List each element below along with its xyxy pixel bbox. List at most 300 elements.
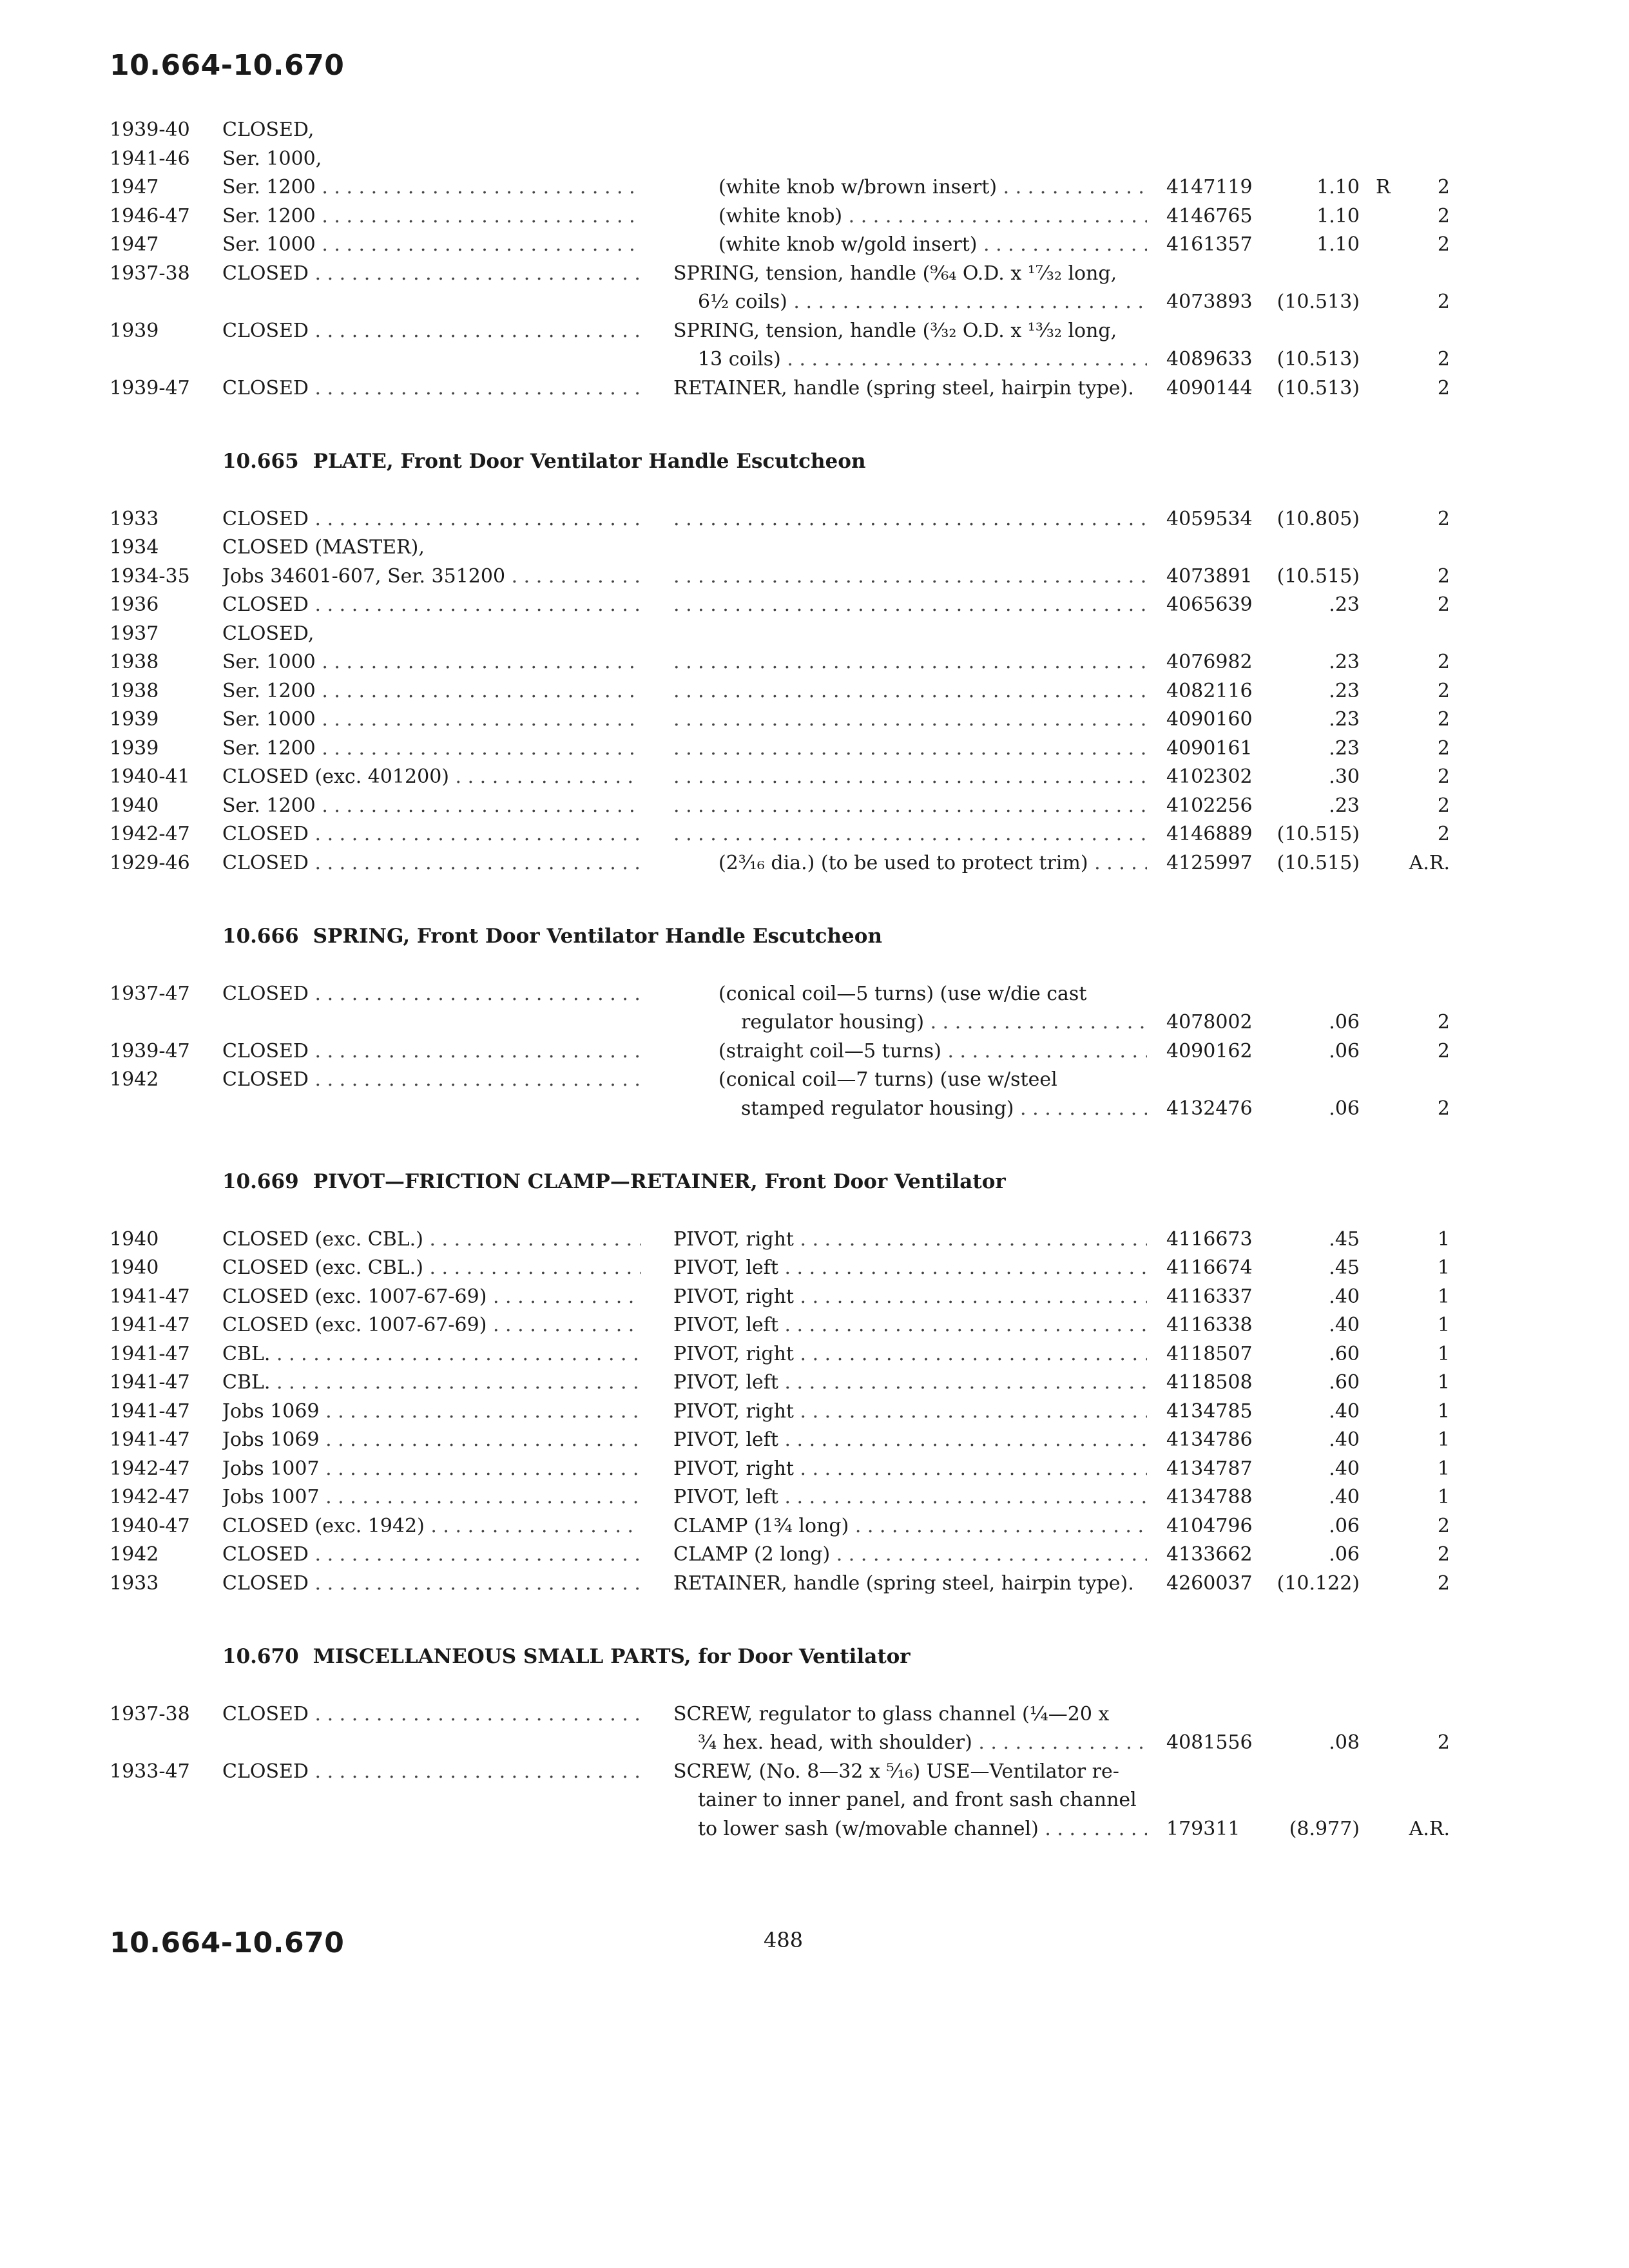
model-cell: CLOSED (MASTER),	[222, 536, 425, 559]
price-cell: (8.977)	[1289, 1817, 1360, 1840]
model-cell: CLOSED . . .	[222, 1700, 641, 1729]
part-number-cell: 4102256	[1166, 794, 1253, 817]
table-row	[0, 735, 1629, 764]
price-cell: .40	[1329, 1428, 1360, 1451]
year-cell: 1938	[110, 651, 159, 673]
part-number-cell: 4118508	[1166, 1371, 1253, 1394]
row-line	[0, 849, 1629, 878]
model-cell: CLOSED,	[222, 119, 314, 141]
description-cell: SCREW, regulator to glass channel (¼—20 x	[673, 1702, 1110, 1725]
description-cell: (white knob w/gold insert) . . .	[718, 231, 1147, 259]
price-cell: (10.515)	[1277, 851, 1360, 874]
description-cell: PIVOT, left . . .	[673, 1311, 1147, 1340]
year-cell: 1934	[110, 536, 159, 559]
quantity-cell: 1	[1437, 1371, 1450, 1394]
year-cell: 1941-46	[110, 147, 190, 170]
section-heading	[222, 922, 882, 950]
part-number-cell: 4104796	[1166, 1514, 1253, 1537]
model-cell: Ser. 1200 . . .	[222, 173, 641, 202]
year-cell: 1933	[110, 507, 159, 530]
row-line	[0, 980, 1629, 1008]
price-cell: .08	[1329, 1731, 1360, 1754]
price-cell: (10.122)	[1277, 1571, 1360, 1595]
table-row	[0, 374, 1629, 403]
row-line	[0, 288, 1629, 316]
description-cell: (white knob) . . .	[718, 202, 1147, 231]
description-cell: PIVOT, right . . .	[673, 1283, 1147, 1311]
row-line	[0, 1254, 1629, 1282]
year-cell: 1940-41	[110, 765, 190, 788]
description-cell: SPRING, tension, handle (³⁄₃₂ O.D. x ¹³⁄₃₂ long,	[673, 319, 1117, 342]
part-number-cell: 4089633	[1166, 348, 1253, 370]
part-number-cell: 4076982	[1166, 651, 1253, 673]
quantity-cell: 2	[1437, 204, 1450, 227]
quantity-cell: 2	[1437, 823, 1450, 845]
price-cell: .06	[1329, 1011, 1360, 1033]
table-row	[0, 1426, 1629, 1455]
quantity-cell: 1	[1437, 1342, 1450, 1365]
row-line	[0, 317, 1629, 345]
model-cell: CLOSED . . .	[222, 820, 641, 849]
year-cell: 1940	[110, 794, 159, 817]
year-cell: 1937-38	[110, 1702, 190, 1725]
part-number-cell: 4133662	[1166, 1543, 1253, 1566]
table-row	[0, 1570, 1629, 1599]
price-cell: .06	[1329, 1514, 1360, 1537]
quantity-cell: 1	[1437, 1486, 1450, 1508]
row-line	[0, 1512, 1629, 1541]
quantity-cell: 2	[1437, 291, 1450, 313]
row-line	[0, 374, 1629, 403]
row-line	[0, 1483, 1629, 1512]
description-cell: (2³⁄₁₆ dia.) (to be used to protect trim) . . .	[718, 849, 1147, 878]
year-cell: 1942-47	[110, 1486, 190, 1508]
quantity-cell: 1	[1437, 1227, 1450, 1251]
section-title: SPRING, Front Door Ventilator Handle Escutcheon	[313, 925, 882, 948]
price-cell: .40	[1329, 1314, 1360, 1336]
table-row	[0, 820, 1629, 849]
model-cell: Jobs 1007 . . .	[222, 1483, 641, 1512]
part-number-cell: 4134785	[1166, 1399, 1253, 1423]
quantity-cell: 2	[1437, 593, 1450, 616]
price-cell: .23	[1329, 736, 1360, 760]
description-cell	[673, 677, 1147, 706]
model-cell: CLOSED (exc. 1007-67-69) . . .	[222, 1311, 641, 1340]
model-cell: CBL. . . .	[222, 1369, 641, 1397]
year-cell: 1937	[110, 622, 159, 645]
model-cell: CLOSED . . .	[222, 1570, 641, 1598]
description-cell: (conical coil—5 turns) (use w/die cast	[718, 982, 1087, 1005]
model-cell: CBL. . . .	[222, 1340, 641, 1369]
year-cell: 1942	[110, 1068, 159, 1091]
table-row	[0, 1512, 1629, 1541]
quantity-cell: 1	[1437, 1399, 1450, 1423]
row-line	[0, 1815, 1629, 1843]
table-row	[0, 620, 1629, 649]
row-line	[0, 1398, 1629, 1426]
model-cell: Ser. 1200 . . .	[222, 792, 641, 820]
row-line	[0, 820, 1629, 849]
quantity-cell: 2	[1437, 679, 1450, 702]
part-number-cell: 4118507	[1166, 1342, 1253, 1365]
table-row	[0, 1254, 1629, 1283]
table-row	[0, 1037, 1629, 1066]
description-cell: regulator housing) . . .	[741, 1008, 1147, 1037]
quantity-cell: 2	[1437, 376, 1450, 399]
table-row	[0, 562, 1629, 591]
row-line	[0, 648, 1629, 677]
row-line	[0, 620, 1629, 648]
description-cell: SPRING, tension, handle (⁹⁄₆₄ O.D. x ¹⁷⁄₃₂ long,	[673, 262, 1117, 285]
table-row	[0, 677, 1629, 706]
year-cell: 1940	[110, 1227, 159, 1251]
table-row	[0, 1283, 1629, 1312]
quantity-cell: 2	[1437, 794, 1450, 817]
part-number-cell: 4116337	[1166, 1285, 1253, 1308]
table-row	[0, 1369, 1629, 1398]
row-line	[0, 792, 1629, 820]
model-cell: Jobs 34601-607, Ser. 351200 . . .	[222, 562, 641, 591]
model-cell: Jobs 1069 . . .	[222, 1398, 641, 1426]
price-cell: (10.513)	[1277, 348, 1360, 370]
year-cell: 1939-47	[110, 1039, 190, 1062]
quantity-cell: 2	[1437, 564, 1450, 588]
row-line	[0, 116, 1629, 144]
table-row	[0, 1541, 1629, 1570]
part-number-cell: 4102302	[1166, 765, 1253, 788]
model-cell: CLOSED,	[222, 622, 314, 645]
price-cell: .60	[1329, 1371, 1360, 1394]
part-number-cell: 4134786	[1166, 1428, 1253, 1451]
price-cell: .23	[1329, 679, 1360, 702]
model-cell: Ser. 1200 . . .	[222, 677, 641, 706]
row-line	[0, 1225, 1629, 1254]
quantity-cell: 1	[1437, 1428, 1450, 1451]
price-cell: .60	[1329, 1342, 1360, 1365]
table-row	[0, 1700, 1629, 1758]
row-line	[0, 562, 1629, 591]
quantity-cell: 2	[1437, 765, 1450, 788]
quantity-cell: 1	[1437, 1285, 1450, 1308]
price-cell: (10.515)	[1277, 564, 1360, 588]
year-cell: 1939	[110, 708, 159, 731]
model-cell: CLOSED (exc. 1007-67-69) . . .	[222, 1283, 641, 1311]
table-row	[0, 317, 1629, 374]
row-line	[0, 1095, 1629, 1123]
table-row	[0, 1398, 1629, 1427]
quantity-cell: 2	[1437, 1039, 1450, 1062]
description-cell: (conical coil—7 turns) (use w/steel	[718, 1068, 1057, 1091]
year-cell: 1937-47	[110, 982, 190, 1005]
year-cell: 1941-47	[110, 1285, 190, 1308]
table-row	[0, 1066, 1629, 1123]
model-cell: Ser. 1000 . . .	[222, 648, 641, 677]
quantity-cell: 1	[1437, 1457, 1450, 1480]
part-number-cell: 4260037	[1166, 1571, 1253, 1595]
price-cell: .23	[1329, 794, 1360, 817]
row-line	[0, 1786, 1629, 1814]
price-cell: .45	[1329, 1227, 1360, 1251]
price-cell: .23	[1329, 651, 1360, 673]
part-number-cell: 4090162	[1166, 1039, 1253, 1062]
year-cell: 1939-40	[110, 119, 190, 141]
model-cell: CLOSED (exc. CBL.) . . .	[222, 1225, 641, 1254]
row-line	[0, 173, 1629, 202]
description-cell: PIVOT, right . . .	[673, 1340, 1147, 1369]
price-cell: .45	[1329, 1256, 1360, 1279]
model-cell: CLOSED . . .	[222, 1541, 641, 1569]
part-number-cell: 4116673	[1166, 1227, 1253, 1251]
section-number: 10.665	[222, 450, 299, 473]
row-line	[0, 763, 1629, 791]
row-line	[0, 145, 1629, 173]
page-number: 488	[764, 1928, 804, 1952]
price-cell: .30	[1329, 765, 1360, 788]
row-line	[0, 1729, 1629, 1757]
description-cell: (straight coil—5 turns) . . .	[718, 1037, 1147, 1066]
year-cell: 1946-47	[110, 204, 190, 227]
part-number-cell: 4146889	[1166, 823, 1253, 845]
row-line	[0, 202, 1629, 231]
model-cell: Ser. 1200 . . .	[222, 202, 641, 231]
year-cell: 1947	[110, 176, 159, 198]
part-number-cell: 4146765	[1166, 204, 1253, 227]
table-row	[0, 145, 1629, 174]
quantity-cell: A.R.	[1409, 1817, 1450, 1840]
year-cell: 1937-38	[110, 262, 190, 285]
price-cell: (10.805)	[1277, 507, 1360, 530]
price-cell: .40	[1329, 1285, 1360, 1308]
part-number-cell: 4090144	[1166, 376, 1253, 399]
year-cell: 1942	[110, 1543, 159, 1566]
model-cell: CLOSED . . .	[222, 374, 641, 403]
description-cell: PIVOT, left . . .	[673, 1483, 1147, 1512]
year-cell: 1939-47	[110, 376, 190, 399]
quantity-cell: 1	[1437, 1314, 1450, 1336]
price-cell: 1.10	[1316, 204, 1360, 227]
table-row	[0, 648, 1629, 677]
table-row	[0, 706, 1629, 735]
description-cell: tainer to inner panel, and front sash channel	[698, 1789, 1137, 1811]
part-number-cell: 4081556	[1166, 1731, 1253, 1754]
row-line	[0, 505, 1629, 533]
quantity-cell: A.R.	[1409, 851, 1450, 874]
model-cell: CLOSED (exc. 401200) . . .	[222, 763, 641, 791]
description-cell: RETAINER, handle (spring steel, hairpin type).	[673, 376, 1134, 399]
description-cell	[673, 820, 1147, 849]
part-number-cell: 4073893	[1166, 291, 1253, 313]
description-cell	[673, 792, 1147, 820]
description-cell	[673, 735, 1147, 763]
description-cell	[673, 591, 1147, 619]
section-number: 10.666	[222, 925, 299, 948]
table-row	[0, 173, 1629, 202]
year-cell: 1939	[110, 736, 159, 760]
model-cell: Ser. 1000 . . .	[222, 706, 641, 734]
description-cell: PIVOT, right . . .	[673, 1455, 1147, 1483]
row-line	[0, 533, 1629, 562]
price-cell: .23	[1329, 593, 1360, 616]
part-number-cell: 179311	[1166, 1817, 1240, 1840]
price-cell: (10.513)	[1277, 291, 1360, 313]
model-cell: Ser. 1200 . . .	[222, 735, 641, 763]
description-cell: 6½ coils) . . .	[698, 288, 1147, 316]
description-cell: 13 coils) . . .	[698, 345, 1147, 374]
description-cell: stamped regulator housing) . . .	[741, 1095, 1147, 1123]
section-title: MISCELLANEOUS SMALL PARTS, for Door Ventilator	[313, 1645, 911, 1668]
description-cell: PIVOT, right . . .	[673, 1398, 1147, 1426]
table-row	[0, 792, 1629, 821]
model-cell: CLOSED . . .	[222, 1037, 641, 1066]
year-cell: 1941-47	[110, 1399, 190, 1423]
price-cell: .06	[1329, 1039, 1360, 1062]
model-cell: Ser. 1000 . . .	[222, 231, 641, 259]
description-cell: (white knob w/brown insert) . . .	[718, 173, 1147, 202]
quantity-cell: 2	[1437, 348, 1450, 370]
model-cell: CLOSED . . .	[222, 1066, 641, 1094]
model-cell: Ser. 1000,	[222, 147, 322, 170]
part-number-cell: 4147119	[1166, 176, 1253, 198]
price-cell: .06	[1329, 1097, 1360, 1120]
model-cell: CLOSED (exc. 1942) . . .	[222, 1512, 641, 1541]
year-cell: 1947	[110, 233, 159, 256]
quantity-cell: 2	[1437, 651, 1450, 673]
price-cell: 1.10	[1316, 176, 1360, 198]
part-number-cell: 4059534	[1166, 507, 1253, 530]
table-row	[0, 533, 1629, 562]
price-cell: .40	[1329, 1457, 1360, 1480]
part-number-cell: 4132476	[1166, 1097, 1253, 1120]
row-line	[0, 591, 1629, 619]
quantity-cell: 2	[1437, 233, 1450, 256]
table-row	[0, 1340, 1629, 1369]
model-cell: CLOSED . . .	[222, 317, 641, 345]
description-cell: CLAMP (1¾ long) . . .	[673, 1512, 1147, 1541]
description-cell: PIVOT, left . . .	[673, 1426, 1147, 1454]
row-line	[0, 1700, 1629, 1729]
description-cell	[673, 706, 1147, 734]
row-line	[0, 345, 1629, 374]
part-number-cell: 4125997	[1166, 851, 1253, 874]
table-row	[0, 1311, 1629, 1340]
quantity-cell: 2	[1437, 1571, 1450, 1595]
description-cell: CLAMP (2 long) . . .	[673, 1541, 1147, 1569]
part-number-cell: 4161357	[1166, 233, 1253, 256]
section-heading	[222, 1642, 911, 1671]
row-line	[0, 1066, 1629, 1094]
year-cell: 1929-46	[110, 851, 190, 874]
quantity-cell: 2	[1437, 1731, 1450, 1754]
year-cell: 1942-47	[110, 1457, 190, 1480]
model-cell: Jobs 1069 . . .	[222, 1426, 641, 1454]
row-line	[0, 677, 1629, 706]
row-line	[0, 1426, 1629, 1454]
description-cell: ¾ hex. head, with shoulder) . . .	[698, 1729, 1147, 1757]
row-line	[0, 1008, 1629, 1037]
quantity-cell: 2	[1437, 1011, 1450, 1033]
table-row	[0, 1455, 1629, 1484]
description-cell: RETAINER, handle (spring steel, hairpin type).	[673, 1571, 1134, 1595]
description-cell	[673, 562, 1147, 591]
section-heading	[222, 1168, 1006, 1196]
description-cell	[673, 648, 1147, 677]
model-cell: CLOSED . . .	[222, 980, 641, 1008]
table-row	[0, 980, 1629, 1037]
year-cell: 1933	[110, 1571, 159, 1595]
quantity-cell: 2	[1437, 1097, 1450, 1120]
flag-cell: R	[1376, 176, 1391, 198]
year-cell: 1934-35	[110, 564, 190, 588]
section-number: 10.670	[222, 1645, 299, 1668]
row-line	[0, 1541, 1629, 1569]
price-cell: 1.10	[1316, 233, 1360, 256]
table-row	[0, 505, 1629, 534]
part-number-cell: 4116338	[1166, 1314, 1253, 1336]
part-number-cell: 4134788	[1166, 1486, 1253, 1508]
price-cell: (10.515)	[1277, 823, 1360, 845]
price-cell: .23	[1329, 708, 1360, 731]
year-cell: 1941-47	[110, 1371, 190, 1394]
table-row	[0, 116, 1629, 145]
table-row	[0, 1483, 1629, 1512]
table-row	[0, 1225, 1629, 1254]
part-number-cell: 4134787	[1166, 1457, 1253, 1480]
table-row	[0, 591, 1629, 620]
table-row	[0, 202, 1629, 231]
table-row	[0, 849, 1629, 878]
part-number-cell: 4073891	[1166, 564, 1253, 588]
row-line	[0, 1455, 1629, 1483]
page-header-title: 10.664-10.670	[110, 49, 345, 82]
model-cell: CLOSED . . .	[222, 1758, 641, 1786]
section-title: PIVOT—FRICTION CLAMP—RETAINER, Front Door Ventilator	[313, 1170, 1006, 1193]
row-line	[0, 1758, 1629, 1786]
price-cell: .40	[1329, 1486, 1360, 1508]
model-cell: CLOSED . . .	[222, 505, 641, 533]
description-cell: PIVOT, left . . .	[673, 1254, 1147, 1282]
description-cell	[673, 763, 1147, 791]
part-number-cell: 4116674	[1166, 1256, 1253, 1279]
price-cell: .40	[1329, 1399, 1360, 1423]
quantity-cell: 2	[1437, 507, 1450, 530]
table-row	[0, 231, 1629, 260]
price-cell: (10.513)	[1277, 376, 1360, 399]
price-cell: .06	[1329, 1543, 1360, 1566]
row-line	[0, 1311, 1629, 1340]
row-line	[0, 1369, 1629, 1397]
part-number-cell: 4065639	[1166, 593, 1253, 616]
quantity-cell: 2	[1437, 1514, 1450, 1537]
year-cell: 1941-47	[110, 1314, 190, 1336]
row-line	[0, 1570, 1629, 1598]
description-cell: to lower sash (w/movable channel) . . .	[698, 1815, 1147, 1843]
row-line	[0, 735, 1629, 763]
description-cell: SCREW, (No. 8—32 x ⁵⁄₁₆) USE—Ventilator re-	[673, 1760, 1119, 1783]
year-cell: 1933-47	[110, 1760, 190, 1783]
table-row	[0, 763, 1629, 792]
quantity-cell: 2	[1437, 1543, 1450, 1566]
section-heading	[222, 447, 865, 476]
section-title: PLATE, Front Door Ventilator Handle Escutcheon	[313, 450, 866, 473]
description-cell: PIVOT, left . . .	[673, 1369, 1147, 1397]
row-line	[0, 260, 1629, 288]
year-cell: 1942-47	[110, 823, 190, 845]
model-cell: CLOSED . . .	[222, 591, 641, 619]
year-cell: 1940-47	[110, 1514, 190, 1537]
year-cell: 1939	[110, 319, 159, 342]
quantity-cell: 2	[1437, 736, 1450, 760]
year-cell: 1941-47	[110, 1342, 190, 1365]
